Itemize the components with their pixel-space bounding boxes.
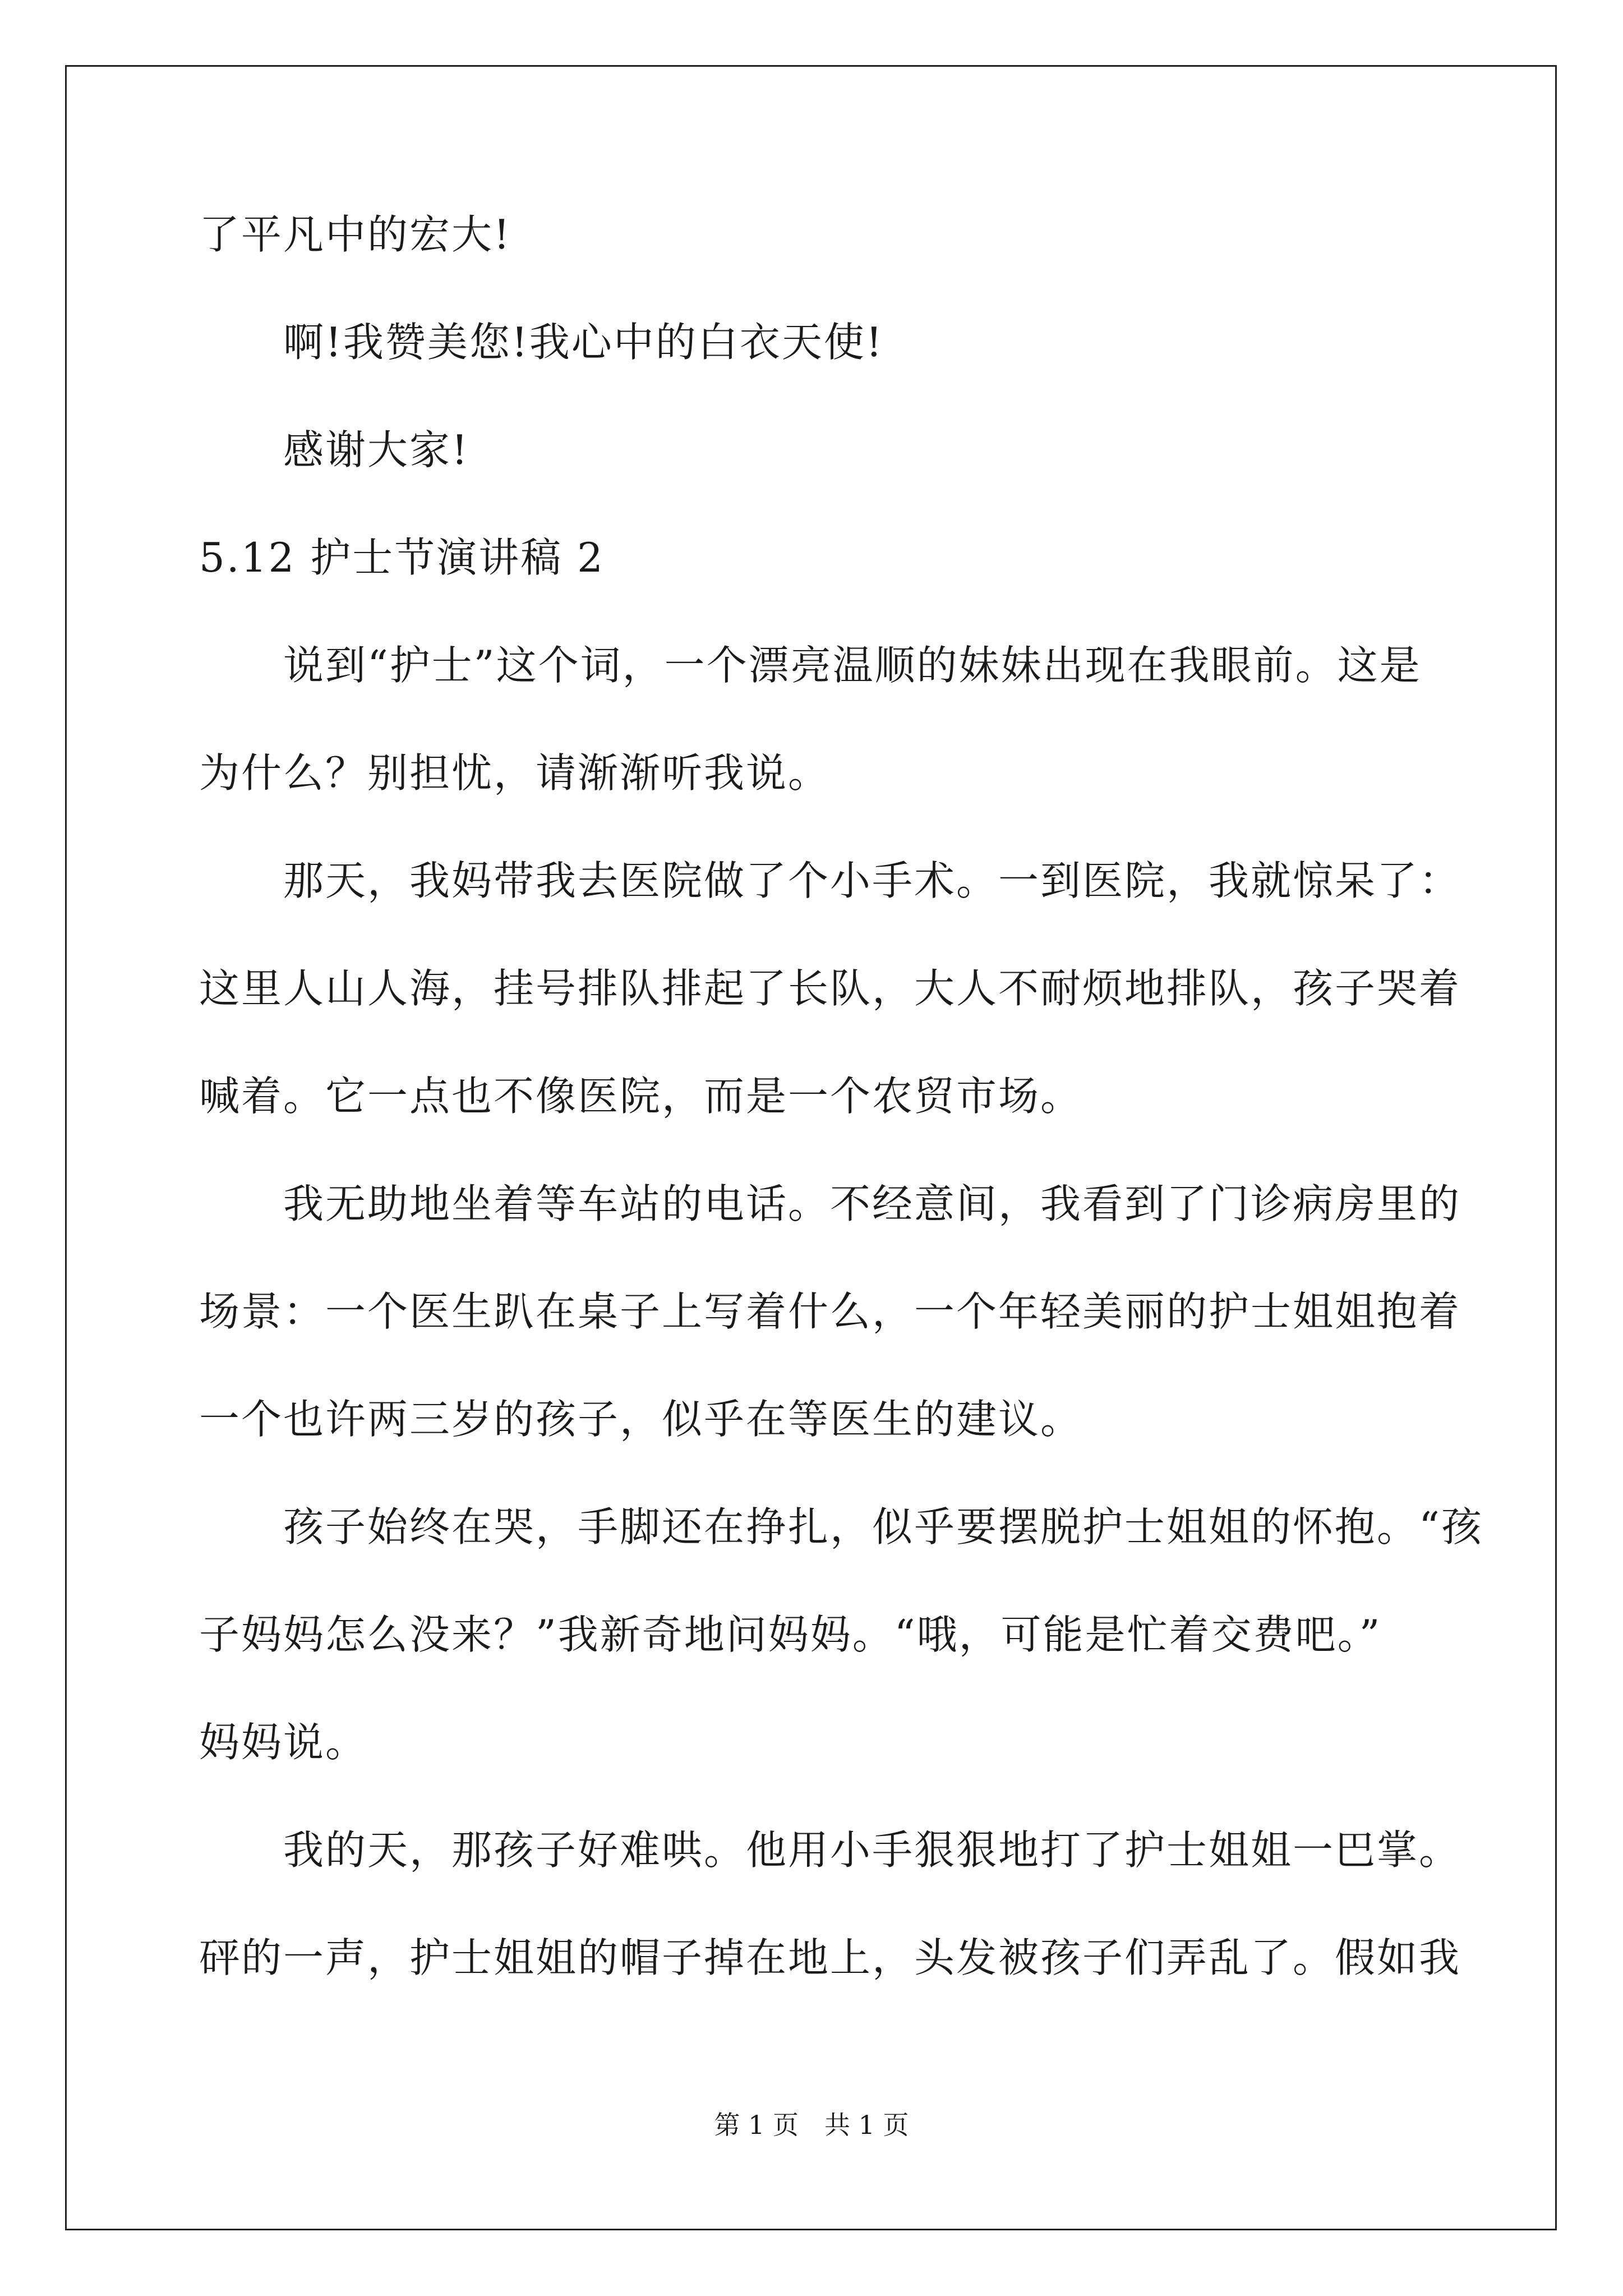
page-number: 第 1 页 (714, 2110, 799, 2140)
paragraph-line-1: 了平凡中的宏大! (199, 211, 511, 258)
paragraph-line-5: 说到“护士”这个词，一个漂亮温顺的妹妹出现在我眼前。这是 (283, 642, 1422, 689)
paragraph-line-14: 子妈妈怎么没来？”我新奇地问妈妈。“哦，可能是忙着交费吧。” (199, 1611, 1382, 1658)
paragraph-line-7: 那天，我妈带我去医院做了个小手术。一到医院，我就惊呆了： (283, 857, 1461, 904)
paragraph-line-6: 为什么？别担忧，请渐渐听我说。 (199, 749, 831, 797)
page-footer (0, 2108, 1623, 2142)
paragraph-line-15: 妈妈说。 (199, 1719, 368, 1766)
page-total: 共 1 页 (824, 2110, 909, 2140)
paragraph-line-13: 孩子始终在哭，手脚还在挣扎，似乎要摆脱护士姐姐的怀抱。“孩 (283, 1503, 1483, 1550)
paragraph-line-3: 感谢大家! (283, 426, 469, 473)
paragraph-line-11: 场景：一个医生趴在桌子上写着什么，一个年轻美丽的护士姐姐抱着 (199, 1288, 1461, 1335)
paragraph-line-9: 喊着。它一点也不像医院，而是一个农贸市场。 (199, 1073, 1083, 1120)
paragraph-line-10: 我无助地坐着等车站的电话。不经意间，我看到了门诊病房里的 (283, 1180, 1461, 1227)
paragraph-line-2: 啊!我赞美您!我心中的白衣天使! (283, 319, 884, 366)
paragraph-line-8: 这里人山人海，挂号排队排起了长队，大人不耐烦地排队，孩子哭着 (199, 965, 1461, 1012)
page-border (65, 65, 1557, 2230)
paragraph-line-16: 我的天，那孩子好难哄。他用小手狠狠地打了护士姐姐一巴掌。 (283, 1826, 1461, 1874)
paragraph-line-12: 一个也许两三岁的孩子，似乎在等医生的建议。 (199, 1396, 1083, 1443)
paragraph-line-17: 砰的一声，护士姐姐的帽子掉在地上，头发被孩子们弄乱了。假如我 (199, 1934, 1461, 1981)
section-heading: 5.12 护士节演讲稿 2 (199, 534, 605, 581)
